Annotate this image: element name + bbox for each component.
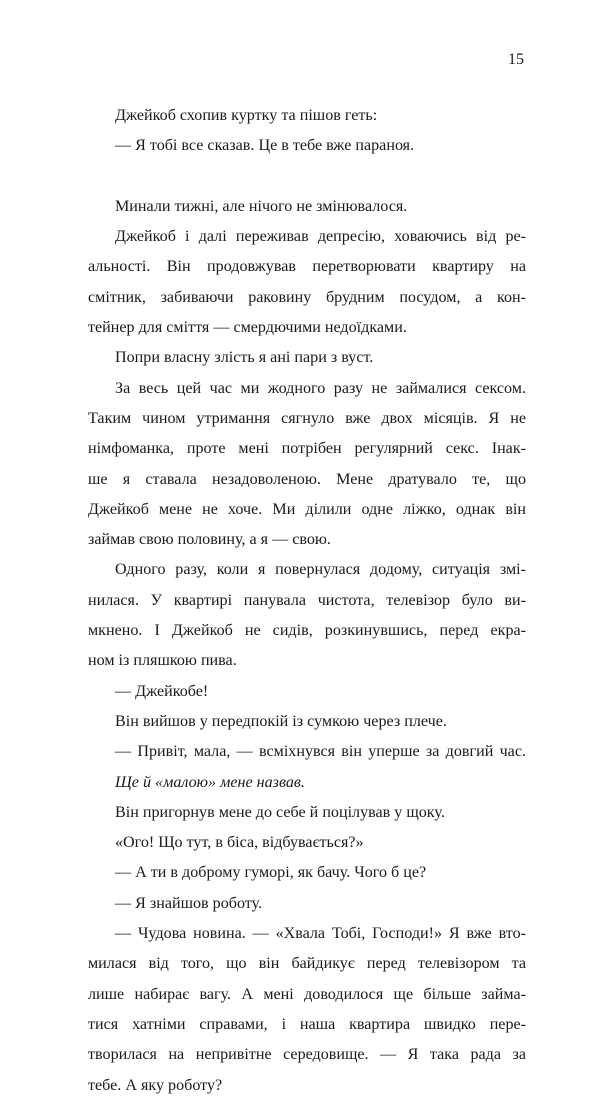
text-line: тейнер для сміття — смердючими недоїдками. (88, 319, 407, 337)
text-line: німфоманка, проте мені потрібен регулярний секс. Інак- (88, 440, 526, 458)
text-line: лише набирає вагу. А мені доводилося ще більше займа- (88, 985, 526, 1003)
text-line: «Ого! Що тут, в біса, відбувається?» (115, 834, 364, 852)
text-line: Попри власну злість я ані пари з вуст. (115, 349, 374, 367)
text-line: милася від того, що він байдикує перед телевізором та (88, 955, 526, 973)
text-line: Таким чином утримання сягнуло вже двох місяців. Я не (88, 409, 526, 427)
text-line: — Чудова новина. — «Хвала Тобі, Господи!» Я вже вто- (115, 925, 526, 943)
section-break (88, 162, 526, 192)
text-line: — Привіт, мала, — всміхнувся він уперше за довгий час. (115, 743, 526, 761)
text-line: Він пригорнув мене до себе й поцілував у щоку. (115, 803, 445, 821)
text-line: мкнено. І Джейкоб не сидів, розкинувшись, перед екра- (88, 622, 526, 640)
body-text (88, 101, 526, 1101)
text-line: альності. Він продовжував перетворювати квартиру на (88, 258, 526, 276)
text-line: Минали тижні, але нічого не змінювалося. (115, 197, 408, 215)
text-line: За весь цей час ми жодного разу не займалися сексом. (115, 379, 526, 397)
text-line: нилася. У квартирі панувала чистота, телевізор було ви- (88, 591, 526, 609)
text-line: — Джейкобе! (115, 682, 209, 700)
text-line: Джейкоб мене не хоче. Ми ділили одне ліжко, однак він (88, 500, 526, 518)
page-number: 15 (508, 51, 524, 68)
text-line: — Я тобі все сказав. Це в тебе вже параноя. (115, 137, 415, 155)
text-line: Він вийшов у передпокій із сумкою через плече. (115, 712, 447, 730)
text-line: творилася на непривітне середовище. — Я така рада за (88, 1046, 526, 1064)
text-line: — А ти в доброму гуморі, як бачу. Чого б це? (115, 864, 427, 882)
text-line: смітник, забиваючи раковину брудним посудом, а кон- (88, 288, 526, 306)
text-line (88, 768, 526, 798)
text-line: Джейкоб і далі переживав депресію, ховаючись від ре- (115, 228, 526, 246)
text-line: Джейкоб схопив куртку та пішов геть: (115, 107, 378, 124)
text-line: Одного разу, коли я повернулася додому, ситуація змі- (115, 561, 526, 579)
text-line: тебе. А яку роботу? (88, 1076, 223, 1094)
text-line: — Я знайшов роботу. (115, 894, 263, 912)
text-line: тися хатніми справами, і наша квартира швидко пере- (88, 1015, 526, 1033)
text-line: займав свою половину, а я — свою. (88, 531, 331, 549)
text-line: ном із пляшкою пива. (88, 652, 237, 670)
text-line: ше я ставала незадоволеною. Мене дратувало те, що (88, 470, 526, 488)
italic-thought: Ще й «малою» мене назвав. (115, 773, 305, 791)
